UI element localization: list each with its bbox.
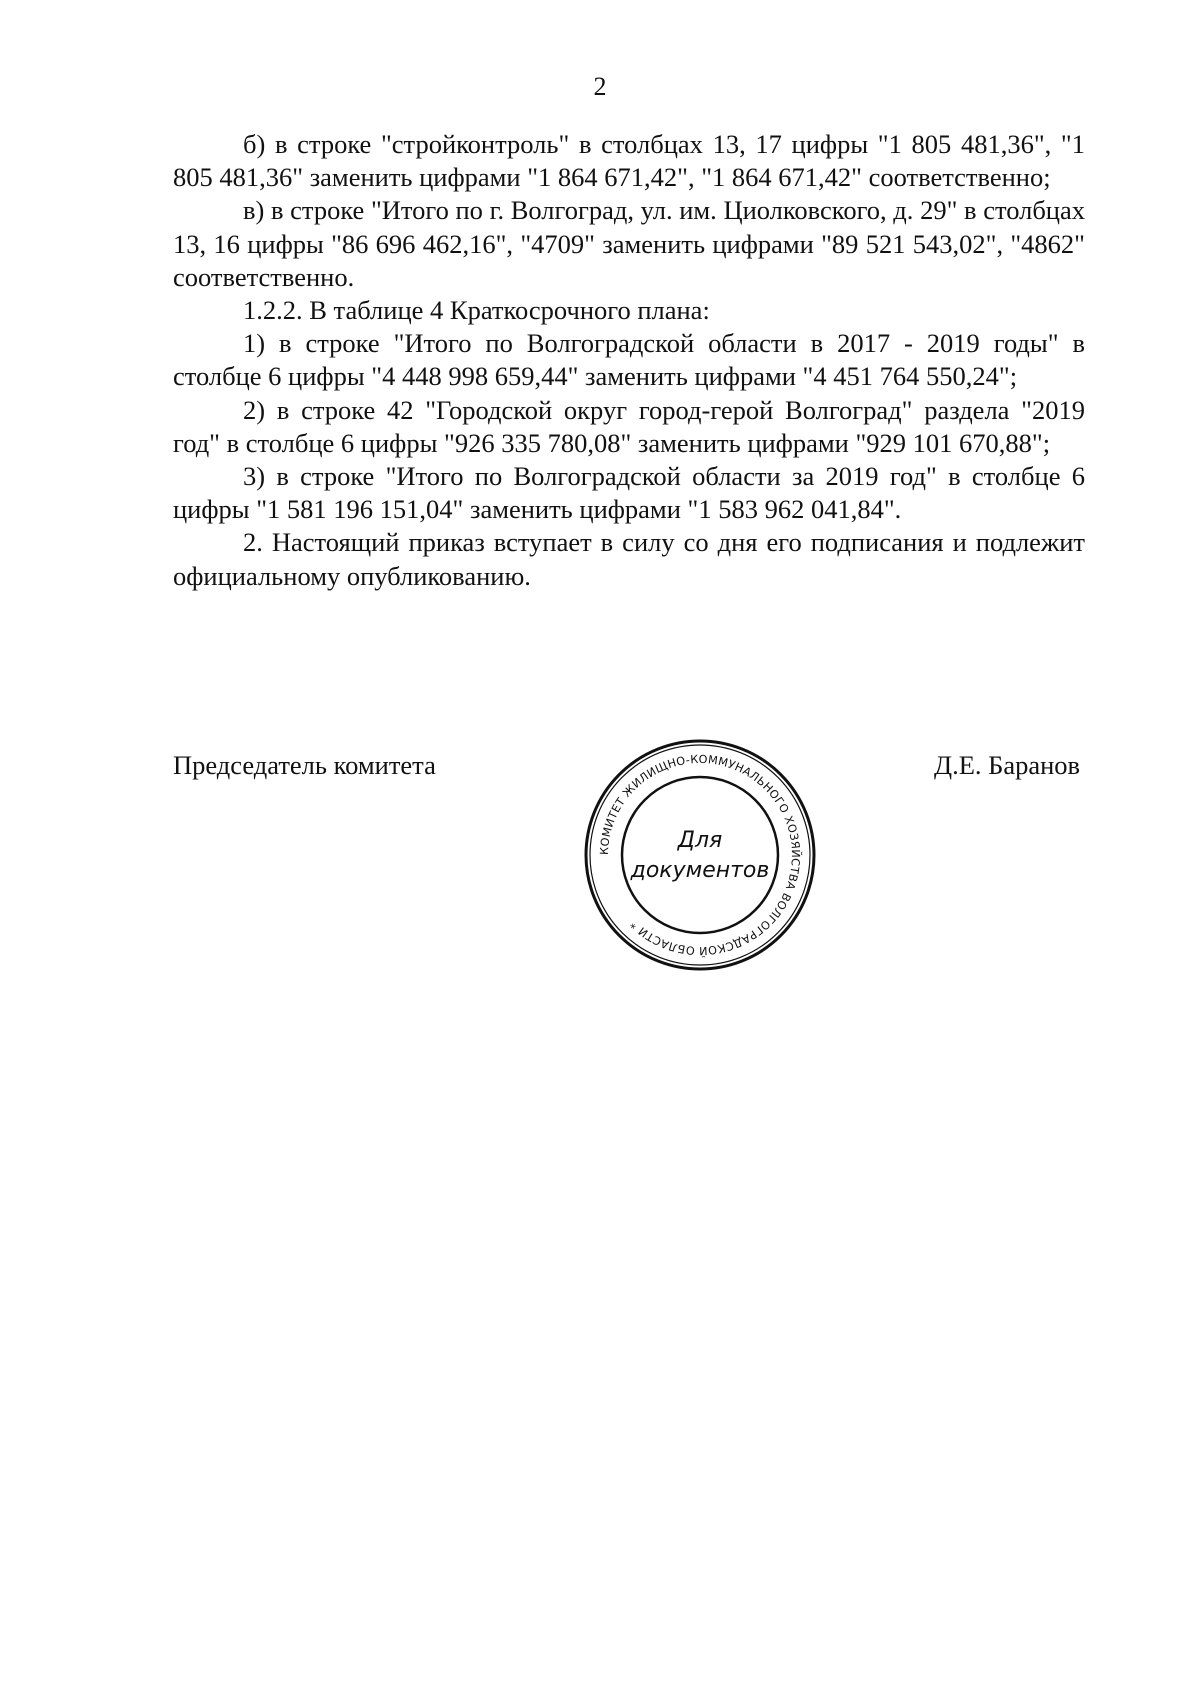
paragraph-item-3: 3) в строке "Итого по Волгоградской области за 2019 год" в столбце 6 цифры "1 581 196 151,04" заменить цифрами "1 583 962 041,84". xyxy=(173,461,1085,525)
paragraph-v: в) в строке "Итого по г. Волгоград, ул. им. Циолковского, д. 29" в столбцах 13, 16 цифры "86 696 462,16", "4709" заменить цифрами "89 521 543,02", "4862" соответственно. xyxy=(173,195,1085,292)
page-number: 2 xyxy=(593,72,607,101)
stamp-inner-ring xyxy=(622,777,778,933)
document-body xyxy=(173,128,1085,593)
paragraph-2-effective: 2. Настоящий приказ вступает в силу со дня его подписания и подлежит официальному опубликованию. xyxy=(173,527,1085,591)
stamp-seal-image xyxy=(580,735,820,975)
signatory-name: Д.Е. Баранов xyxy=(934,750,1081,780)
official-stamp xyxy=(580,735,820,975)
stamp-ring-text: КОМИТЕТ ЖИЛИЩНО-КОММУНАЛЬНОГО ХОЗЯЙСТВА ВОЛГОГРАДСКОЙ ОБЛАСТИ * xyxy=(597,752,803,958)
paragraph-item-2: 2) в строке 42 "Городской округ город-герой Волгоград" раздела "2019 год" в столбце 6 цифры "926 335 780,08" заменить цифрами "929 101 670,88"; xyxy=(173,394,1085,458)
stamp-outer-ring xyxy=(586,741,814,969)
paragraph-item-1: 1) в строке "Итого по Волгоградской области в 2017 - 2019 годы" в столбце 6 цифры "4 448 998 659,44" заменить цифрами "4 451 764 550,24"; xyxy=(173,328,1085,392)
stamp-center-line2: документов xyxy=(630,858,770,883)
stamp-center-line1: Для xyxy=(677,828,723,853)
signatory-position: Председатель комитета xyxy=(173,750,436,780)
paragraph-b: б) в строке "стройконтроль" в столбцах 13, 17 цифры "1 805 481,36", "1 805 481,36" заменить цифрами "1 864 671,42", "1 864 671,42" соответственно; xyxy=(173,129,1085,193)
paragraph-1-2-2: 1.2.2. В таблице 4 Краткосрочного плана: xyxy=(243,295,710,326)
